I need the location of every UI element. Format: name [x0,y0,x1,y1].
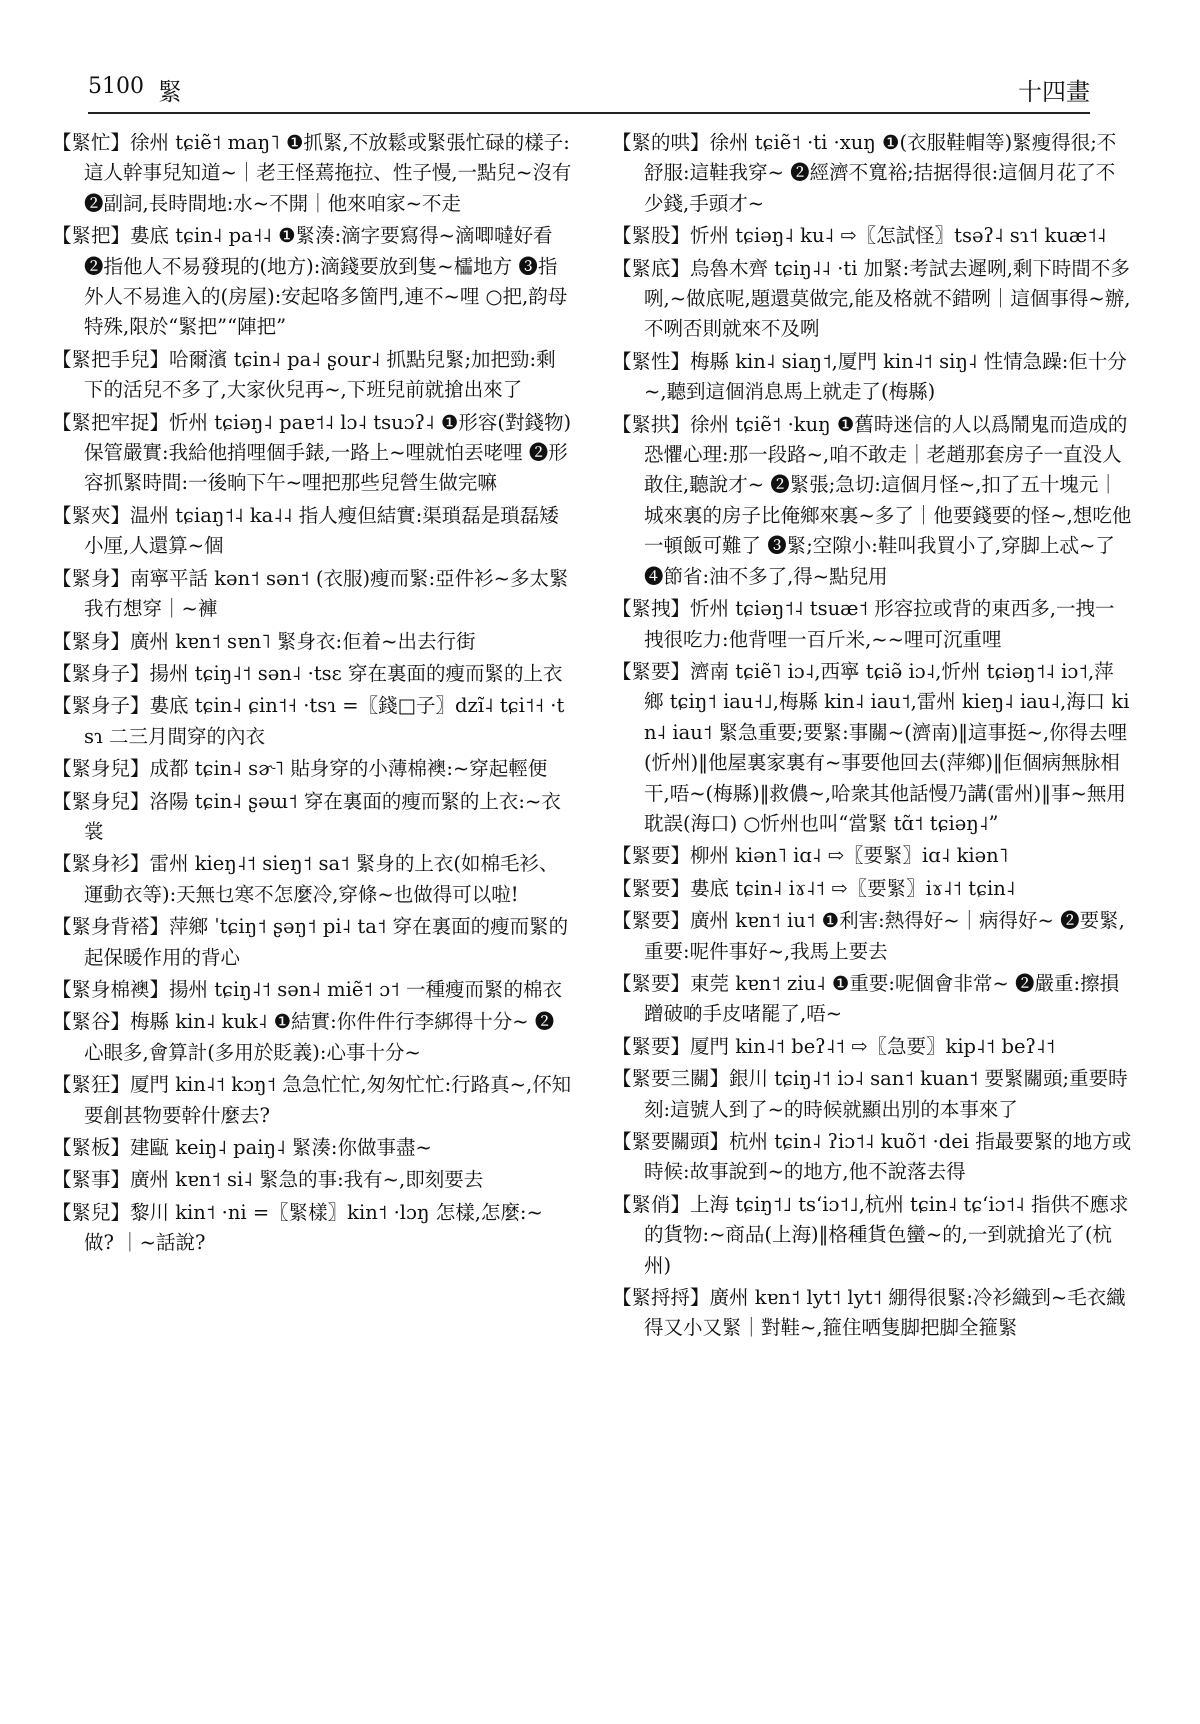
entry-definition: 雷州 kieŋ˨˦ sieŋ˦ sa˦ 緊身的上衣(如棉毛衫、運動衣等):天無乜寒不怎麼冷,穿條~也做得可以啦! [84,852,559,906]
dictionary-entry [52,912,572,973]
dictionary-entry [612,906,1132,967]
dictionary-entry [52,754,572,784]
entry-headword: 【緊要】 [612,659,691,683]
entry-definition: 烏魯木齊 tɕiŋ˨˨ ·ti 加緊:考試去遲咧,剩下時間不多咧,~做底呢,題還莫做完,能及格就不錯咧｜這個事得~辦,不咧否則就來不及咧 [644,256,1131,341]
dictionary-entry [52,564,572,625]
dictionary-entry [612,1190,1132,1281]
dictionary-entry [612,969,1132,1030]
entry-headword: 【緊拽】 [612,597,691,621]
entry-headword: 【緊捋捋】 [612,1286,710,1310]
page-head-character: 緊 [158,78,182,106]
entry-definition: 温州 tɕiaŋ˦˨ ka˨˨ 指人瘦但結實:渠瑣磊是瑣磊矮小厘,人還算~個 [84,503,559,558]
dictionary-entry [612,841,1132,871]
entry-headword: 【緊拱】 [612,412,691,436]
dictionary-entry [612,1064,1132,1125]
entry-headword: 【緊要】 [612,844,691,868]
entry-headword: 【緊把】 [52,224,131,248]
entry-definition: 建甌 keiŋ˨ paiŋ˨ 緊湊:你做事盡~ [130,1136,432,1159]
entry-definition: 梅縣 kin˨ siaŋ˦,厦門 kin˨˦ siŋ˨ 性情急躁:佢十分~,聽到這個消息馬上就走了(梅縣) [644,349,1127,404]
entry-definition: 杭州 tɕin˨ ʔiɔ˦˨ kuõ˦ ·dei 指最要緊的地方或時候:故事說到~的地方,他不說落去得 [644,1130,1132,1184]
dictionary-entry [52,1165,572,1195]
entry-headword: 【緊身子】 [52,661,150,685]
entry-definition: 厦門 kin˨˦ beʔ˨˦ ⇨〖急要〗kip˨˦ beʔ˨˦ [690,1034,1056,1058]
entry-headword: 【緊俏】 [612,1192,691,1216]
entry-definition: 東莞 kɐn˦ ziu˨ ❶重要:呢個會非常~ ❷嚴重:擦損蹭破啲手皮啫罷了,唔~ [644,971,1120,1026]
dictionary-entry [52,1133,572,1163]
dictionary-entry [612,874,1132,904]
entry-definition: 廣州 kɐn˦ lyt˦ lyt˦ 綳得很緊:冷衫織到~毛衣織得又小又緊｜對鞋~,箍住哂隻脚把脚全箍緊 [644,1286,1126,1340]
entry-headword: 【緊把手兒】 [52,347,170,371]
entry-headword: 【緊性】 [612,349,691,373]
entry-definition: 揚州 tɕiŋ˨˦ sən˨ miẽ˦ ɔ˦ 一種瘦而緊的棉衣 [169,977,562,1001]
entry-definition: 黎川 kin˦ ·ni =〖緊樣〗kin˦ ·lɔŋ 怎樣,怎麼:~做? ｜~話說? [84,1200,543,1255]
entry-headword: 【緊身衫】 [52,852,150,876]
entry-definition: 廣州 kɐn˦ si˨ 緊急的事:我有~,即刻要去 [130,1168,484,1192]
dictionary-entry [52,345,572,406]
entry-definition: 萍鄉 ˈtɕiŋ˦ ʂəŋ˦ pi˨ ta˦ 穿在裏面的瘦而緊的起保暖作用的背心 [84,915,569,969]
dictionary-entry [612,254,1132,345]
entry-headword: 【緊板】 [52,1136,131,1159]
entry-headword: 【緊身兒】 [52,757,150,781]
dictionary-entry [612,1032,1132,1062]
dictionary-entry [612,221,1132,251]
dictionary-entry [612,1283,1132,1344]
dictionary-entry [52,501,572,562]
entry-definition: 洛陽 tɕin˨ ʂəɯ˦ 穿在裏面的瘦而緊的上衣:~衣裳 [84,789,561,843]
entry-definition: 徐州 tɕiẽ˦ ·kuŋ ❶舊時迷信的人以爲鬧鬼而造成的恐懼心理:那一段路~,咱不敢走｜老趙那套房子一直没人敢住,聽說才~ ❷緊張;急切:這個月怪~,扣了五十塊元｜城來裏的房子比俺鄉來裏~多了｜他要錢要的怪~,想吃他一頓飯可難了 ❸緊;空隙小:鞋叫我買小了,穿脚上忒~了 ❹節省:油不多了,得~點兒用 [644,412,1132,588]
entry-definition: 哈爾濱 tɕin˨ pa˨ ʂour˨ 抓點兒緊;加把勁:剩下的活兒不多了,大家伙兒再~,下班兒前就搶出來了 [84,347,556,402]
entry-headword: 【緊把牢捉】 [52,410,170,434]
dictionary-entry [52,1070,572,1131]
right-column [612,128,1132,1346]
entry-headword: 【緊要三關】 [612,1067,730,1091]
dictionary-entry [612,410,1132,592]
entry-definition: 上海 tɕiŋ˦˩ tsʻiɔ˦˩,杭州 tɕin˨ tɕʻiɔ˦˨ 指供不應求的貨物:~商品(上海)‖格種貨色蠻~的,一到就搶光了(杭州) [644,1192,1129,1277]
entry-headword: 【緊身】 [52,629,131,653]
entry-headword: 【緊谷】 [52,1010,131,1034]
dictionary-entry [52,849,572,910]
entry-headword: 【緊身】 [52,566,131,590]
dictionary-entry [52,128,572,219]
entry-headword: 【緊要】 [612,1034,691,1058]
dictionary-entry [612,657,1132,839]
entry-definition: 廣州 kɐn˦ sɐn˥ 緊身衣:佢着~出去行街 [130,629,476,653]
dictionary-entry [612,347,1132,408]
entry-definition: 成都 tɕin˨ sɚ˥ 貼身穿的小薄棉襖:~穿起輕便 [149,757,548,781]
entry-headword: 【緊要關頭】 [612,1130,730,1153]
dictionary-entry [52,221,572,343]
left-column [52,128,572,1261]
entry-definition: 揚州 tɕiŋ˨˦ sən˨ ·tsɛ 穿在裏面的瘦而緊的上衣 [149,661,563,685]
page-header [88,72,1090,114]
entry-definition: 厦門 kin˨˦ kɔŋ˦ 急急忙忙,匆匆忙忙:行路真~,伓知要創甚物要幹什麼去? [84,1073,572,1127]
entry-headword: 【緊身背褡】 [52,915,170,939]
entry-headword: 【緊底】 [612,256,691,280]
entry-definition: 婁底 tɕin˨ pa˧˨ ❶緊湊:滴字要寫得~滴唧噠好看 ❷指他人不易發現的(地方):滴錢要放到隻~櫺地方 ❸指外人不易進入的(房屋):安起咯多箇門,連不~哩 ○把,韵母特殊,限於“緊把”“陣把” [84,224,568,339]
entry-definition: 南寧平話 kən˦ sən˦ (衣服)瘦而緊:亞件衫~多太緊我冇想穿｜~褲 [84,566,569,621]
dictionary-entry [52,408,572,499]
dictionary-entry [52,659,572,689]
dictionary-entry [612,1127,1132,1188]
dictionary-entry [52,1198,572,1259]
dictionary-entry [52,691,572,752]
entry-definition: 銀川 tɕiŋ˨˦ iɔ˨ san˦ kuan˦ 要緊關頭;重要時刻:這號人到了~的時候就顯出別的本事來了 [644,1067,1128,1121]
entry-headword: 【緊要】 [612,971,691,995]
dictionary-entry [52,975,572,1005]
entry-definition: 濟南 tɕiẽ˥ iɔ˨,西寧 tɕiə̃ iɔ˨,忻州 tɕiəŋ˦˨ iɔ˦,萍鄉 tɕiŋ˦ iau˧˩,梅縣 kin˨ iau˦,雷州 kieŋ˨ iau˨,海口 kin˨ iau˦ 緊急重要;要緊:事關~(濟南)‖這事挺~,你得去哩(忻州)‖他屋裏家裏有~事要他回去(萍鄉)‖佢個病無脉相干,唔~(梅縣)‖救儂~,哈衆其他話慢乃講(雷州)‖事~無用耽誤(海口) ○忻州也叫“當緊 tɑ̃˦ tɕiəŋ˨” [644,659,1130,835]
entry-definition: 廣州 kɐn˦ iu˦ ❶利害:熱得好~｜病得好~ ❷要緊,重要:呢件事好~,我馬上要去 [644,909,1125,963]
entry-headword: 【緊的哄】 [612,131,710,154]
entry-headword: 【緊股】 [612,224,691,248]
entry-definition: 忻州 tɕiəŋ˨ paɐ˦˨ lɔ˨ tsuɔʔ˨ ❶形容(對錢物)保管嚴實:我給他捎哩個手錶,一路上~哩就怕丟咾哩 ❷形容抓緊時間:一後晌下午~哩把那些兒營生做完嘛 [84,410,572,495]
stroke-section: 十四畫 [1018,78,1090,106]
entry-headword: 【緊事】 [52,1168,131,1192]
dictionary-entry [52,627,572,657]
dictionary-entry [612,594,1132,655]
entry-definition: 忻州 tɕiəŋ˦˨ tsuæ˦ 形容拉或背的東西多,一拽一拽很吃力:他背哩一百斤米,~~哩可沉重哩 [644,597,1115,651]
page-number: 5100 [88,74,144,99]
entry-definition: 婁底 tɕin˨ ɕin˦˧ ·tsɿ =〖錢□子〗dzĩ˨ tɕi˦˧ ·tsɿ 二三月間穿的內衣 [84,694,565,748]
entry-headword: 【緊狂】 [52,1073,131,1097]
entry-headword: 【緊夾】 [52,503,131,527]
entry-headword: 【緊要】 [612,876,691,900]
entry-headword: 【緊身兒】 [52,789,150,813]
entry-headword: 【緊兒】 [52,1200,131,1224]
entry-definition: 徐州 tɕiẽ˦ ·ti ·xuŋ ❶(衣服鞋帽等)緊瘦得很;不舒服:這鞋我穿~ ❷經濟不寬裕;拮据得很:這個月花了不少錢,手頭才~ [644,131,1117,215]
entry-headword: 【緊身棉襖】 [52,977,170,1001]
entry-headword: 【緊要】 [612,909,691,933]
entry-definition: 忻州 tɕiəŋ˨ ku˨ ⇨〖怎試怪〗tsəʔ˨ sɿ˦ kuæ˦˨ [690,224,1107,248]
entry-definition: 柳州 kiən˥ iɑ˨ ⇨〖要緊〗iɑ˨ kiən˥ [690,844,1009,868]
entry-definition: 梅縣 kin˨ kuk˨ ❶結實:你件件行李綁得十分~ ❷心眼多,會算計(多用於貶義):心事十分~ [84,1010,555,1064]
entry-headword: 【緊忙】 [52,131,131,154]
dictionary-entry [52,1007,572,1068]
entry-definition: 徐州 tɕiẽ˦ maŋ˥ ❶抓緊,不放鬆或緊張忙碌的樣子:這人幹事兒知道~｜老王怪蔫拖拉、性子慢,一點兒~沒有 ❷副詞,長時間地:水~不開｜他來咱家~不走 [84,131,572,215]
dictionary-entry [52,787,572,848]
entry-definition: 婁底 tɕin˨ iɤ˨˦ ⇨〖要緊〗iɤ˨˦ tɕin˨ [690,876,1016,900]
dictionary-entry [612,128,1132,219]
entry-headword: 【緊身子】 [52,694,150,718]
